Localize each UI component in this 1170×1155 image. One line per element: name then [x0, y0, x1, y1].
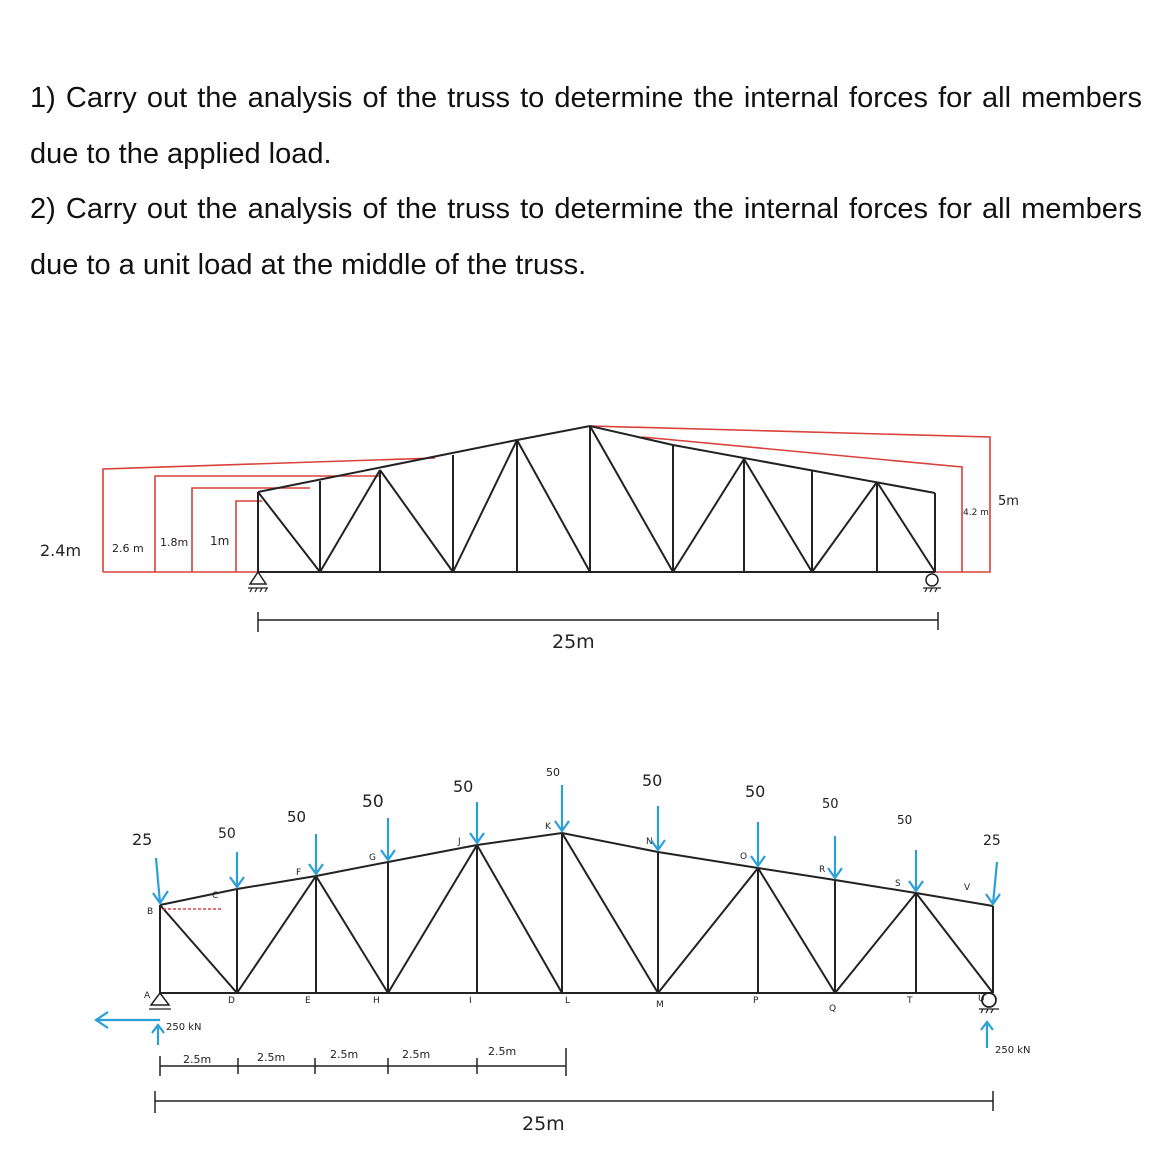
bottom-span-label: 25m	[522, 1113, 565, 1135]
node-load-label-1: 50	[218, 826, 236, 842]
height-label-3: 1.8m	[160, 536, 189, 549]
question-1: 1) Carry out the analysis of the truss to determine the internal forces for all members due to the applied load.	[30, 82, 1142, 170]
height-label-5: 4.2 m	[963, 508, 989, 518]
node-load-label-9: 50	[897, 813, 913, 827]
node-letter-k: K	[545, 822, 551, 832]
left-pin-support-icon	[149, 993, 171, 1009]
node-load-label-3: 50	[362, 792, 384, 812]
node-letter-s: S	[895, 879, 901, 889]
left-end-load-label: 25	[132, 830, 153, 849]
top-span-dimension	[258, 612, 938, 632]
node-letter-o: O	[740, 852, 748, 862]
bottom-truss-members	[160, 833, 993, 993]
node-letter-i: I	[469, 996, 472, 1006]
node-letter-p: P	[753, 996, 759, 1006]
node-letter-f: F	[296, 868, 302, 878]
node-letter-j: J	[458, 837, 461, 847]
bottom-truss	[96, 766, 1031, 1135]
node-letter-n: N	[646, 837, 653, 847]
node-load-label-5: 50	[546, 766, 560, 779]
top-truss	[40, 426, 1019, 653]
height-label-2: 2.6 m	[112, 542, 144, 555]
node-load-label-8: 50	[822, 797, 839, 812]
panel-label-5: 2.5m	[488, 1045, 517, 1058]
question-2: 2) Carry out the analysis of the truss to determine the internal forces for all members due to a unit load at the middle of the truss.	[30, 193, 1142, 281]
node-letter-u: U	[978, 994, 985, 1004]
node-load-label-6: 50	[642, 771, 663, 790]
node-letter-q: Q	[829, 1004, 837, 1014]
node-letter-l: L	[565, 996, 571, 1006]
node-letter-b: B	[147, 907, 154, 917]
node-letter-h: H	[373, 996, 380, 1006]
panel-label-1: 2.5m	[183, 1053, 212, 1066]
top-span-label: 25m	[552, 631, 595, 653]
right-end-load-label: 25	[983, 833, 1001, 849]
panel-label-2: 2.5m	[257, 1051, 286, 1064]
node-letter-r: R	[819, 865, 826, 875]
node-letter-c: C	[212, 891, 219, 901]
top-truss-members	[258, 426, 935, 572]
node-letter-a: A	[144, 991, 151, 1001]
node-letter-v: V	[964, 883, 971, 893]
node-letter-g: G	[369, 853, 376, 863]
height-label-6: 5m	[998, 494, 1019, 509]
node-load-label-7: 50	[745, 782, 766, 801]
roller-support-icon	[923, 574, 941, 592]
panel-label-4: 2.5m	[402, 1048, 431, 1061]
node-letter-d: D	[228, 996, 235, 1006]
node-letter-e: E	[305, 996, 311, 1006]
node-letter-m: M	[656, 1000, 664, 1010]
right-reaction-label: 250 kN	[995, 1045, 1031, 1056]
height-dimension-lines	[103, 426, 990, 572]
node-load-label-4: 50	[453, 777, 474, 796]
node-letters	[144, 822, 985, 1014]
node-letter-t: T	[907, 996, 913, 1006]
height-label-1: 2.4m	[40, 541, 82, 560]
pin-support-icon	[248, 572, 268, 592]
bottom-span-dimension	[155, 1091, 993, 1113]
panel-label-3: 2.5m	[330, 1048, 359, 1061]
height-label-4: 1m	[210, 534, 230, 548]
node-load-label-2: 50	[287, 808, 307, 826]
left-reaction-label: 250 kN	[166, 1022, 202, 1033]
